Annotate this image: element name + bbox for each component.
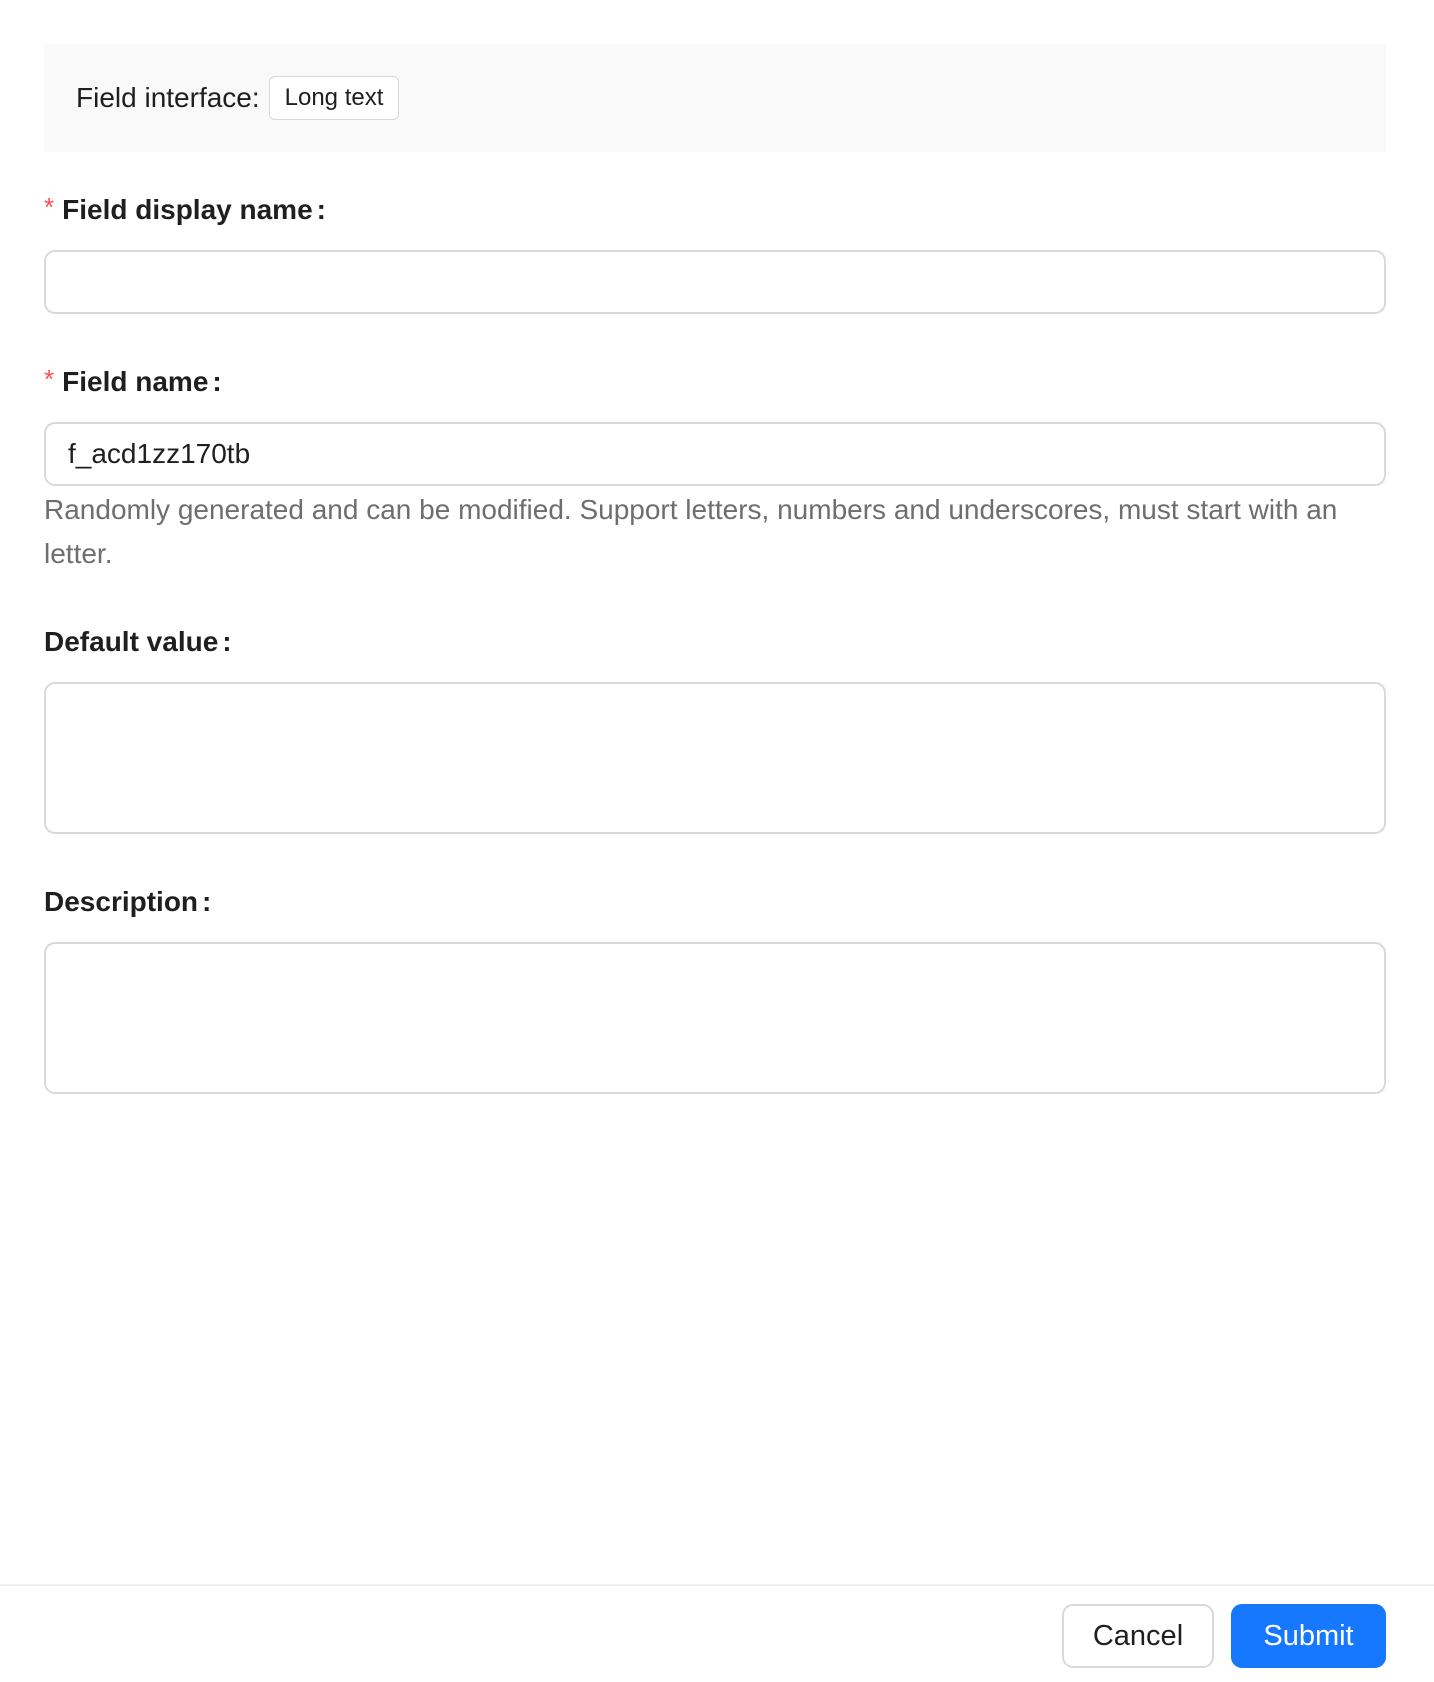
form-item-display-name xyxy=(44,192,1386,314)
field-name-label: Field name xyxy=(62,366,209,397)
description-label-row xyxy=(44,884,1386,920)
cancel-button[interactable]: Cancel xyxy=(1062,1604,1214,1668)
field-display-name-input[interactable] xyxy=(44,250,1386,314)
drawer-body xyxy=(44,44,1386,917)
field-name-label-row xyxy=(44,364,1386,400)
default-value-label-row xyxy=(44,624,1386,660)
required-mark: * xyxy=(44,192,55,222)
description-label: Description xyxy=(44,886,199,917)
default-value-textarea[interactable] xyxy=(44,682,1386,834)
field-interface-bar xyxy=(44,44,1386,152)
form-item-field-name xyxy=(44,364,1386,576)
form-item-description xyxy=(44,884,1386,1094)
required-mark: * xyxy=(44,364,55,394)
form-item-default-value xyxy=(44,624,1386,834)
description-textarea[interactable] xyxy=(44,942,1386,1094)
label-colon: : xyxy=(202,886,212,917)
display-name-label-row xyxy=(44,192,1386,228)
label-colon: : xyxy=(316,194,326,225)
default-value-label: Default value xyxy=(44,626,219,657)
display-name-label: Field display name xyxy=(62,194,313,225)
drawer-footer xyxy=(0,1584,1434,1682)
field-name-help-text: Randomly generated and can be modified. Support letters, numbers and underscores, must start with an letter. xyxy=(44,494,1338,569)
field-name-input[interactable] xyxy=(44,422,1386,486)
submit-button[interactable]: Submit xyxy=(1231,1604,1386,1668)
label-colon: : xyxy=(212,366,222,397)
field-interface-tag: Long text xyxy=(269,76,400,120)
field-interface-label: Field interface: xyxy=(76,82,260,113)
label-colon: : xyxy=(222,626,232,657)
